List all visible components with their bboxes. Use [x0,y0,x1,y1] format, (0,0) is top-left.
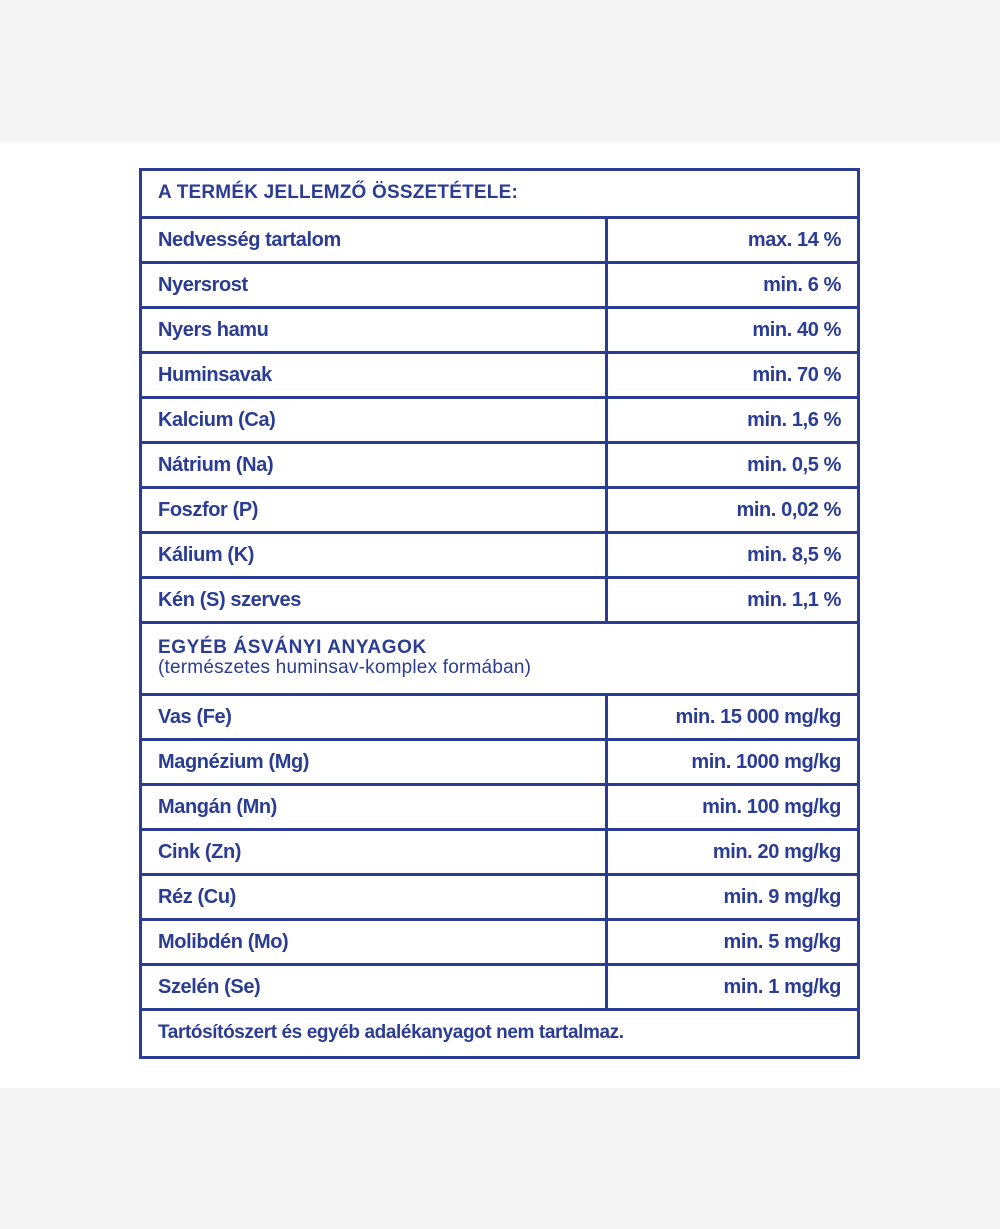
table-row [141,533,859,578]
table-row [141,784,859,829]
table-row [141,218,859,263]
row-value: min. 40 % [607,308,859,353]
table-row [141,919,859,964]
table-row [141,964,859,1009]
table-row [141,739,859,784]
row-label: Cink (Zn) [141,829,607,874]
row-value: min. 0,5 % [607,443,859,488]
row-value: min. 20 mg/kg [607,829,859,874]
table-row [141,308,859,353]
row-value: min. 15 000 mg/kg [607,694,859,739]
row-label: Huminsavak [141,353,607,398]
row-value: min. 1,1 % [607,578,859,623]
row-label: Foszfor (P) [141,488,607,533]
row-label: Nátrium (Na) [141,443,607,488]
row-label: Nyers hamu [141,308,607,353]
row-value: min. 0,02 % [607,488,859,533]
row-label: Vas (Fe) [141,694,607,739]
composition-table [139,168,860,1059]
table-row [141,353,859,398]
row-label: Molibdén (Mo) [141,919,607,964]
table-row [141,443,859,488]
row-value: min. 1000 mg/kg [607,739,859,784]
minerals-section-header [141,623,859,695]
row-value: min. 8,5 % [607,533,859,578]
row-value: min. 70 % [607,353,859,398]
row-value: min. 1 mg/kg [607,964,859,1009]
table-row [141,488,859,533]
minerals-section-title: EGYÉB ÁSVÁNYI ANYAGOK [158,636,427,658]
table-row [141,829,859,874]
row-label: Kálium (K) [141,533,607,578]
row-value: min. 100 mg/kg [607,784,859,829]
row-label: Szelén (Se) [141,964,607,1009]
row-value: max. 14 % [607,218,859,263]
table-header: A TERMÉK JELLEMZŐ ÖSSZETÉTELE: [141,170,859,218]
row-label: Réz (Cu) [141,874,607,919]
table-header-row [141,170,859,218]
row-label: Mangán (Mn) [141,784,607,829]
table-row [141,874,859,919]
minerals-section-subtitle: (természetes huminsav-komplex formában) [158,657,532,679]
row-label: Kén (S) szerves [141,578,607,623]
minerals-section-row [141,623,859,695]
table-footer-row [141,1009,859,1057]
table-row [141,694,859,739]
table-footer-note: Tartósítószert és egyéb adalékanyagot nem tartalmaz. [141,1009,859,1057]
table-row [141,263,859,308]
row-label: Nedvesség tartalom [141,218,607,263]
table-row [141,578,859,623]
row-value: min. 5 mg/kg [607,919,859,964]
row-value: min. 6 % [607,263,859,308]
table-row [141,398,859,443]
row-label: Nyersrost [141,263,607,308]
row-label: Magnézium (Mg) [141,739,607,784]
row-value: min. 9 mg/kg [607,874,859,919]
row-value: min. 1,6 % [607,398,859,443]
row-label: Kalcium (Ca) [141,398,607,443]
